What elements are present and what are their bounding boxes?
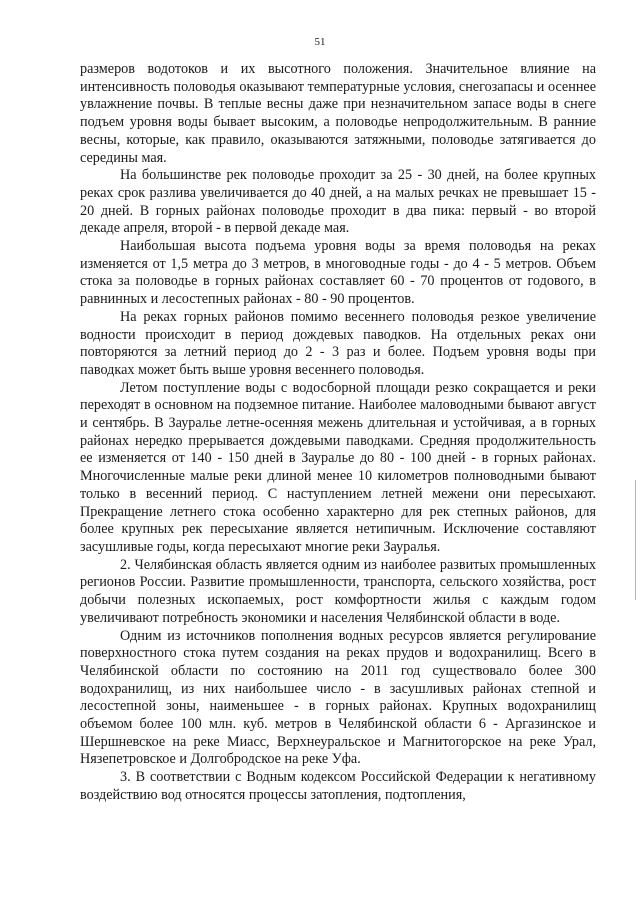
scan-edge-line — [635, 480, 636, 600]
paragraph-6: 2. Челябинская область является одним из наиболее развитых промышленных регионов России. Развитие промышленности, транспорта, сельского хозяйства, рост добычи полезных ископаемых, рост комфортности жилья с каждым годом увеличивают потребность экономики и населения Челябинской области в воде. — [80, 556, 596, 626]
paragraph-3: Наибольшая высота подъема уровня воды за время половодья на реках изменяется от 1,5 метра до 3 метров, в многоводные годы - до 4 - 5 метров. Объем стока за половодье в горных районах составляет 60 - 70 процентов от годового, в равнинных и лесостепных районах - 80 - 90 процентов. — [80, 238, 596, 308]
paragraph-5: Летом поступление воды с водосборной площади резко сокращается и реки переходят в основном на подземное питание. Наиболее маловодными бывают август и сентябрь. В Зауралье летне-осенняя межень длительная и устойчивая, а в горных районах нередко прерывается дождевыми паводками. Средняя продолжительность ее изменяется от 140 - 150 дней в Зауралье до 80 - 100 дней - в горных районах. Многочисленные малые реки длиной менее 10 километров полноводными бывают только в весенний период. С наступлением летней межени они пересыхают. Прекращение летнего стока особенно характерно для рек степных районов, для более крупных рек пересыхание является нетипичным. Исключение составляют засушливые годы, когда пересыхают многие реки Зауралья. — [80, 379, 596, 555]
document-body — [80, 61, 596, 805]
paragraph-1: размеров водотоков и их высотного положения. Значительное влияние на интенсивность половодья оказывают температурные условия, снегозапасы и осеннее увлажнение почвы. В теплые весны даже при незначительном запасе воды в снеге подъем уровня воды бывает высоким, а половодье непродолжительным. В ранние весны, которые, как правило, оказываются затяжными, половодье затягивается до середины мая. — [80, 61, 596, 166]
paragraph-7: Одним из источников пополнения водных ресурсов является регулирование поверхностного стока путем создания на реках прудов и водохранилищ. Всего в Челябинской области по состоянию на 2011 год существовало более 300 водохранилищ, из них наибольшее число - в засушливых районах степной и лесостепной зоны, наименьшее - в горных районах. Крупных водохранилищ объемом более 100 млн. куб. метров в Челябинской области 6 - Аргазинское и Шершневское на реке Миасс, Верхнеуральское и Магнитогорское на реке Урал, Нязепетровское и Долгобродское на реке Уфа. — [80, 627, 596, 768]
page-number: 51 — [314, 36, 326, 48]
paragraph-4: На реках горных районов помимо весеннего половодья резкое увеличение водности происходит в период дождевых паводков. На отдельных реках они повторяются за летний период до 2 - 3 раз и более. Подъем уровня воды при паводках может быть выше уровня весеннего половодья. — [80, 308, 596, 378]
paragraph-8: 3. В соответствии с Водным кодексом Российской Федерации к негативному воздействию вод относятся процессы затопления, подтопления, — [80, 769, 596, 803]
paragraph-2: На большинстве рек половодье проходит за 25 - 30 дней, на более крупных реках срок разлива увеличивается до 40 дней, а на малых речках не превышает 15 - 20 дней. В горных районах половодье проходит в два пика: первый - во второй декаде апреля, второй - в первой декаде мая. — [80, 167, 596, 237]
